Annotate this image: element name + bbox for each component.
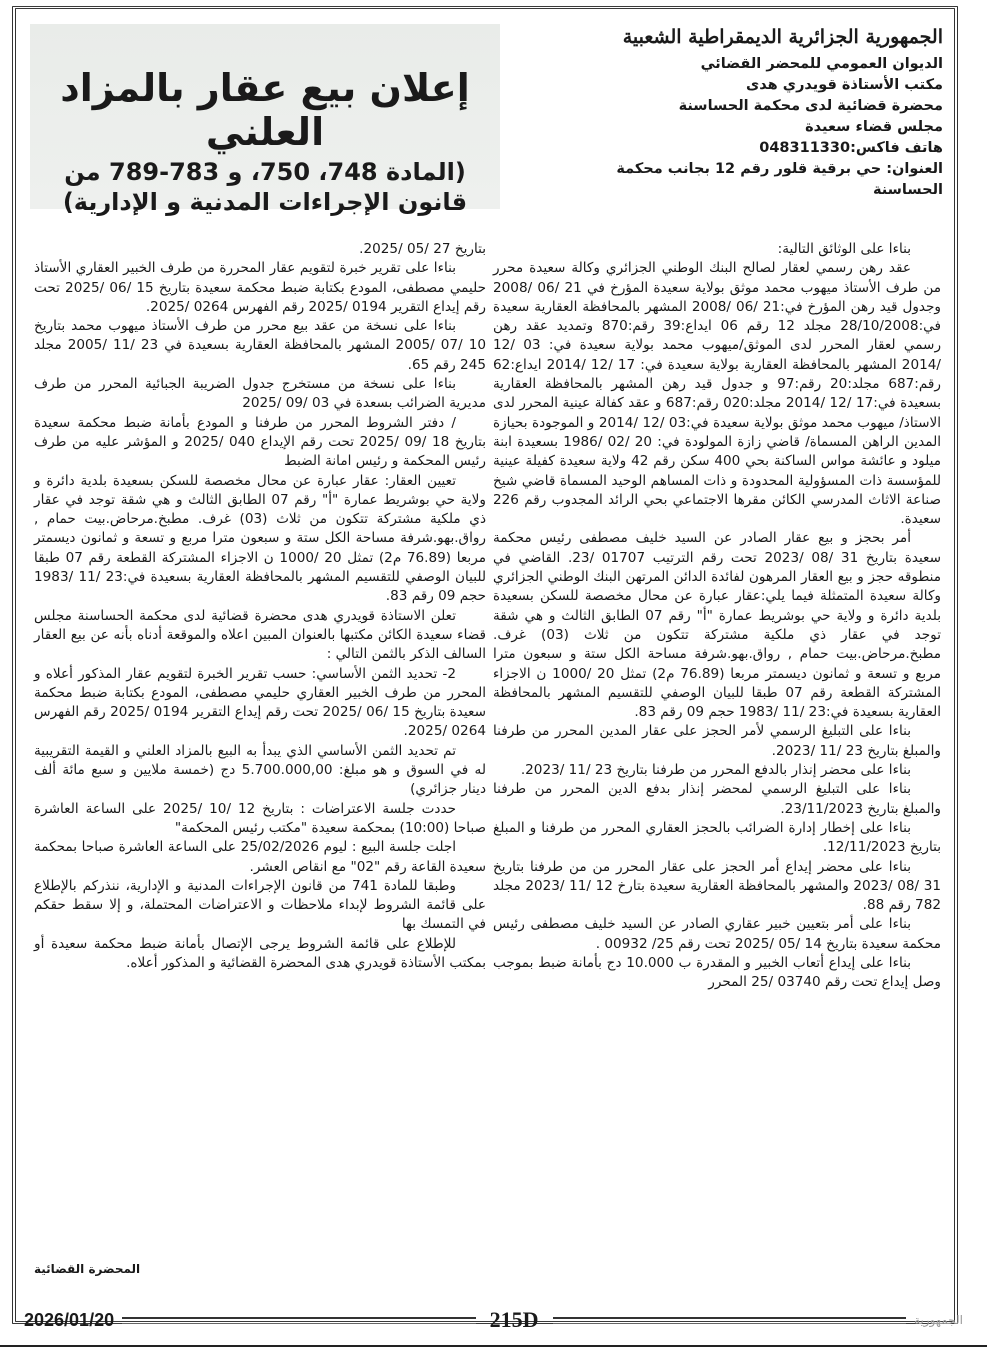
legal-articles: (المادة 748، 750، و 783-789 من <box>64 158 466 186</box>
paragraph: بناءا على الوثائق التالية: <box>777 241 911 257</box>
header-line-council: مجلس قضاء سعيدة <box>805 119 943 135</box>
newspaper-logo: الجمهورية <box>914 1313 963 1327</box>
paragraph: بناءا على نسخة من عقد بيع محرر من طرف الأستاذ ميهوب محمد بتاريخ 10 /07 /2005 المشهر بالمحافظة العقارية بسعيدة في 23 /11 /2005 مجلد 245 رقم 65. <box>34 318 486 373</box>
paragraph: أمر بحجز و بيع عقار الصادر عن السيد خليف مصطفى رئيس محكمة سعيدة بتاريخ 31 /08 /2023 تحت رقم الترتيب 01707 /23. القاضي في منطوقه حجز و بيع العقار المرهون لفائدة الدائن المرتهن البنك الوطني الجزائري وكالة سعيدة المتمثلة فيما يلي:عقار عبارة عن محال مخصصة للسكن بسعيدة بلدية دائرة و ولاية حي بوشريط عمارة "أ" رقم 07 الطابق الثالث و هي شقة توجد في عقار ذي ملكية مشتركة تتكون من ثلاث (03) غرف. مطبخ.مرحاض.بيت حمام , رواق.بهو.شرفة مساحة الكل ستة و سبعون مترا مربع و تسعة و ثمانون ديسمتر مربعا (76.89 م2) تمثل 20 /1000 ن الاجزاء المشتركة القطعة رقم 07 طبقا للبيان الوصفي للتقسيم المشهر بالمحافظة العقارية بسعيدة في:23 /11 /1983 حجم 09 رقم 83. <box>493 530 942 721</box>
page-footer <box>24 1306 963 1334</box>
header-line-office: الديوان العمومي للمحضر القضائي <box>700 56 943 72</box>
paragraph: اجلت جلسة البيع : ليوم 25/02/2026 على الساعة العاشرة صباحا بمحكمة سعيدة القاعة رقم "02" مع انقاص العشر. <box>34 839 486 875</box>
paragraph: عقد رهن رسمي لعقار لصالح البنك الوطني الجزائري وكالة سعيدة محرر من طرف الأستاذ ميهوب محمد موثق بولاية سعيدة المؤرخ في 21 /06 /2008 وجدول قيد رهن المؤرخ في:21 /06 /2008 المشهر بالمحافظة العقارية سعيدة في:28/10/2008 مجلد 12 رقم 06 ايداع:39 رقم:870 وتمديد عقد رهن رسمي لعقار المحرر لدى الموثق/ميهوب محمد بولاية سعيدة في: 03 /12 /2014 المشهر بالمحافظة العقارية بولاية سعيدة في: 17 /12 /2014 ايداع:62 رقم:687 مجلد:20 رقم:97 و جدول قيد رهن المشهر بالمحافظة العقارية بسعيدة في:17 /12 /2014 مجلد:020 رقم:687 و عقد كفالة عينية المحرر لدى الاستاذ/ ميهوب محمد موثق بولاية سعيدة في:03 /12 /2014 و الموجودة بحيازة المدين الراهن المسماة/ قاضي زازة المولودة في: 20 /02 /1986 بسعيدة ابنة ميلود و عائشة مواس الساكنة بحي 400 سكن رقم 42 ولاية سعيدة كفيلة عينية للمؤسسة ذات المسؤولية المحدودة و ذات المساهم الوحيد المسماة قاضي شيخ صناعة الاثاث المدرسي الكائن مقرها الاجتماعي بحي الرائد المجدوب رقم 226 سعيدة. <box>493 260 942 528</box>
paragraph: تعلن الاستاذة قويدري هدى محضرة قضائية لدى محكمة الحساسنة مجلس قضاء سعيدة الكائن مكتبها بالعنوان المبين اعلاه والموقعة أدناه بأنه عن بيع العقار السالف الذكر بالثمن التالي : <box>34 607 486 663</box>
paragraph: تم تحديد الثمن الأساسي الذي يبدأ به البيع بالمزاد العلني و القيمة التقريبية له في السوق و هو مبلغ: 5.700.000,00 دج (خمسة ملايين و سبع مائة ألف دينار جزائري) <box>34 742 486 798</box>
bottom-rule <box>0 1345 987 1347</box>
paragraph: بناءا على التبليغ الرسمي لمحضر إنذار بدفع الدين المحرر من طرفنا والمبلغ بتاريخ 23/11/2023. <box>493 781 941 817</box>
page-number: 215D <box>489 1307 539 1332</box>
left-column <box>34 240 486 973</box>
footer-rule <box>553 1317 907 1324</box>
paragraph: بناءا على نسخة من مستخرج جدول الضريبة الجبائية المحرر من طرف مديرية الضرائب بسعدة في 03 /09 /2025 <box>34 376 486 412</box>
paragraph: حددت جلسة الاعتراضات : بتاريخ 12 /10 /2025 على الساعة العاشرة صباحا (10:00) بمحكمة سعيدة "مكتب رئيس المحكمة" <box>34 800 486 836</box>
republic-name: الجمهورية الجزائرية الديمقراطية الشعبية <box>622 26 943 48</box>
header-line-address: العنوان: حي برقية قلور رقم 12 بجانب محكمة الحساسنة <box>616 161 943 198</box>
paragraph: 2- تحديد الثمن الأساسي: حسب تقرير الخبرة لتقويم عقار المذكور أعلاه و المحرر من طرف الخبير العقاري حليمي مصطفى، المودع بكتابة ضبط محكمة سعيدة بتاريخ 15 /06 /2025 تحت رقم إيداع التقرير 0194 /2025 رقم الفهرس 0264 /2025. <box>34 665 486 740</box>
paragraph: بناءا على محضر إنذار بالدفع المحرر من طرفنا بتاريخ 23 /11 /2023. <box>520 762 911 779</box>
paragraph: بناءا على محضر إيداع أمر الحجز على عقار المحرر من من طرفنا بتاريخ 31 /08 /2023 والمشهر بالمحافظة العقارية سعيدة بتارخ 12 /11 /2023 مجلد 782 رقم 88. <box>493 858 941 914</box>
header-line-court: محضرة قضائية لدى محكمة الحساسنة <box>678 98 943 114</box>
paragraph: بناءا على إخطار إدارة الضرائب بالحجز العقاري المحرر من طرفنا و المبلغ بتاريخ 12/11/2023. <box>493 819 941 856</box>
paragraph: بناءا على تقرير خبرة لتقويم عقار المحررة من طرف الخبير العقاري الأستاذ حليمي مصطفى، المودع بكتابة ضبط محكمة سعيدة بتاريخ 15 /06 /2025 تحت رقم إيداع التقرير 0194 /2025 رقم الفهرس 0264 /2025. <box>34 260 487 315</box>
paragraph: وطبقا للمادة 741 من قانون الإجراءات المدنية و الإدارية، ننذركم بالإطلاع على قائمة الشروط لإبداء ملاحظات و الاعتراضات المحتملة، و إلا سقط حقكم في التمسك بها <box>34 877 486 933</box>
paragraph: بناءا على إيداع أتعاب الخبير و المقدرة ب 10.000 دج بأمانة ضبط بموجب وصل إيداع تحت رقم 03740 /25 المحرر <box>493 954 941 991</box>
header-line-bailiff: مكتب الأستاذة قويدري هدى <box>746 77 943 93</box>
announcement-title-box <box>30 24 500 216</box>
paragraph: تعيين العقار: عقار عبارة عن محال مخصصة للسكن بسعيدة بلدية دائرة و ولاية حي بوشريط عمارة "أ" رقم 07 الطابق الثالث و هي شقة توجد في عقار ذي ملكية مشتركة تتكون من ثلاث (03) غرف. مطبخ.مرحاض.بيت حمام , رواق.بهو.شرفة مساحة الكل ستة و سبعون مترا مربع و تسعة و ثمانون ديسمتر مربعا (76.89 م2) تمثل 20 /1000 ن الاجزاء المشتركة القطعة رقم 07 طبقا للبيان الوصفي للتقسيم المشهر بالمحافظة العقارية بسعيدة في:23 /11 /1983 حجم 09 رقم 83. <box>34 472 486 605</box>
bailiff-header <box>553 26 943 201</box>
paragraph: بناءا على التبليغ الرسمي لأمر الحجز على عقار المدين المحرر من طرفنا والمبلغ بتاريخ 23 /11 /2023. <box>493 723 941 759</box>
paragraph: بناءا على أمر بتعيين خبير عقاري الصادر عن السيد خليف مصطفى رئيس محكمة سعيدة بتاريخ 14 /05 /2025 تحت رقم 25/ 00932 . <box>493 916 941 952</box>
signature: المحضرة القضائية <box>34 1262 141 1276</box>
paragraph: / دفتر الشروط المحرر من طرفنا و المودع بأمانة ضبط محكمة سعيدة بتاريخ 18 /09 /2025 تحت رقم الإيداع 040 /2025 و المؤشر عليه من طرف رئيس المحكمة و رئيس امانة الضبط <box>34 414 486 470</box>
header-line-phone: هاتف فاكس:048311330 <box>759 140 943 156</box>
announcement-title: إعلان بيع عقار بالمزاد العلني <box>60 66 470 154</box>
issue-date: 2026/01/20 <box>24 1309 115 1330</box>
footer-rule <box>122 1317 476 1324</box>
right-column <box>493 240 941 993</box>
law-name: قانون الإجراءات المدنية و الإدارية) <box>62 188 468 216</box>
paragraph: للإطلاع على قائمة الشروط يرجى الإتصال بأمانة ضبط محكمة سعيدة أو بمكتب الأستاذة قويدري هدى المحضرة القضائية و المذكور أعلاه. <box>34 935 486 971</box>
paragraph: بتاريخ 27 /05 /2025. <box>359 241 486 257</box>
